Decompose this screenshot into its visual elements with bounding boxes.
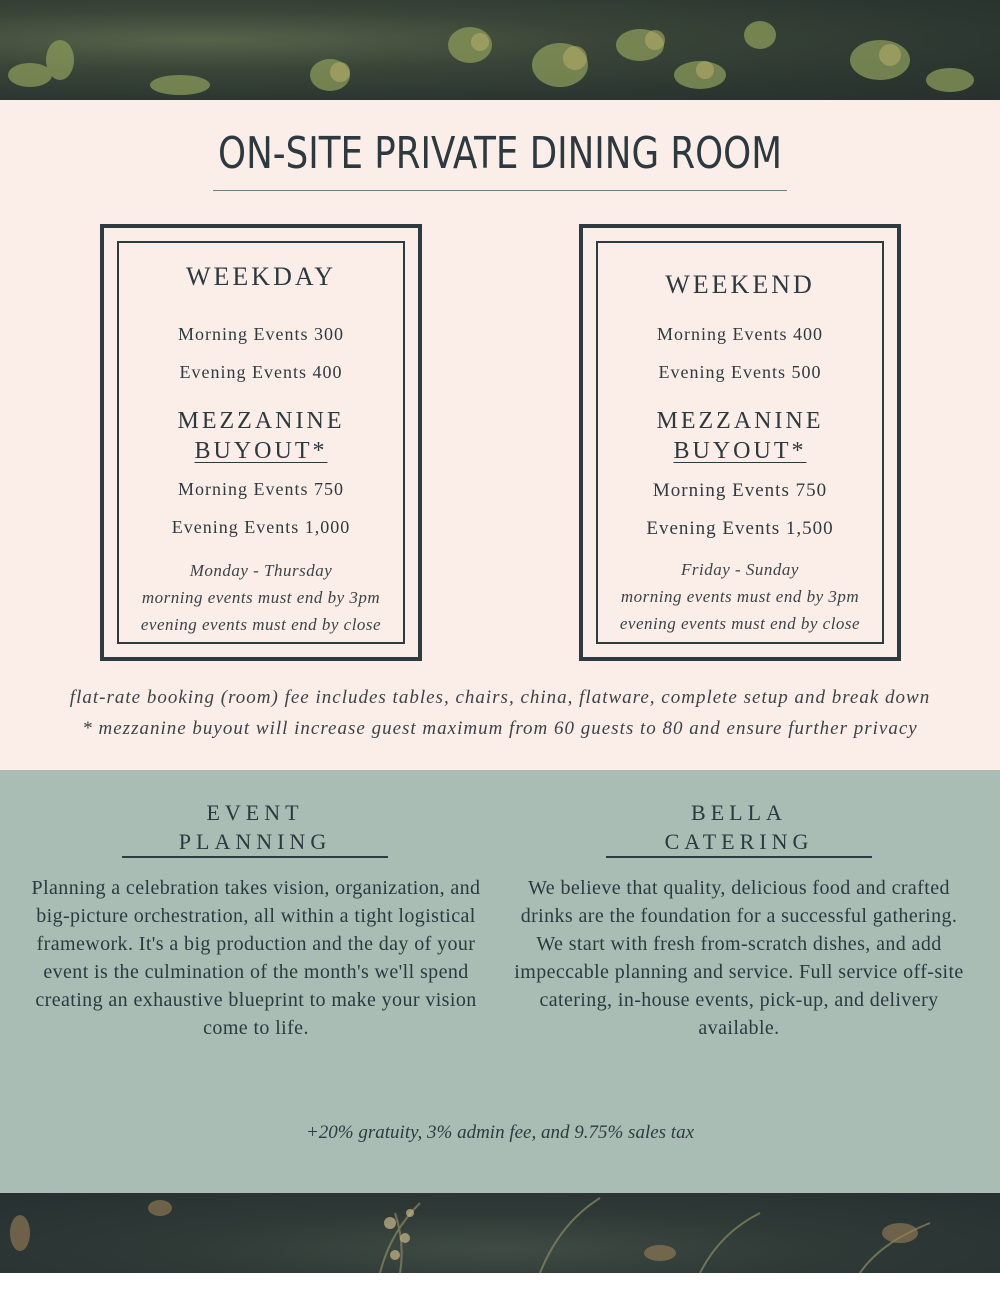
booking-fee-note: flat-rate booking (room) fee includes tables, chairs, china, flatware, complete setup and break down xyxy=(69,687,931,708)
weekday-pricing-card xyxy=(100,224,422,661)
bottom-foliage-banner xyxy=(0,1193,1000,1273)
floral-illustration xyxy=(0,1193,1000,1273)
weekend-note-evening: evening events must end by close xyxy=(619,614,861,633)
bella-catering-divider xyxy=(606,856,872,858)
weekday-days: Monday - Thursday xyxy=(189,561,333,580)
mezzanine-note: * mezzanine buyout will increase guest maximum from 60 guests to 80 and ensure further privacy xyxy=(82,718,918,739)
weekend-buyout-label: BUYOUT* xyxy=(673,438,807,464)
weekend-mezzanine-label: MEZZANINE xyxy=(656,408,824,434)
bella-catering-heading-line2: CATERING xyxy=(664,829,814,854)
weekend-morning-price: Morning Events 400 xyxy=(657,324,823,344)
weekday-evening-price: Evening Events 400 xyxy=(179,362,343,382)
weekend-days: Friday - Sunday xyxy=(681,560,799,579)
event-planning-heading xyxy=(122,798,388,856)
bella-catering-body: We believe that quality, delicious food and crafted drinks are the foundation for a successful gathering. We start with fresh from-scratch dishes, and add impeccable planning and service. Full service off-site catering, in-house events, pick-up, and delivery available. xyxy=(514,877,964,1039)
weekend-mezz-morning-price: Morning Events 750 xyxy=(652,480,828,501)
weekday-mezzanine-label: MEZZANINE xyxy=(177,408,345,434)
weekday-morning-price: Morning Events 300 xyxy=(178,324,344,344)
page-title: ON-SITE PRIVATE DINING ROOM xyxy=(218,128,782,179)
fees-footnote: +20% gratuity, 3% admin fee, and 9.75% sales tax xyxy=(305,1122,695,1143)
weekday-heading: WEEKDAY xyxy=(185,262,337,291)
weekday-mezz-morning-price: Morning Events 750 xyxy=(178,479,344,499)
title-divider xyxy=(213,190,787,191)
weekend-heading: WEEKEND xyxy=(665,270,815,299)
weekend-pricing-card xyxy=(579,224,901,661)
event-planning-heading-line1: EVENT xyxy=(206,800,304,825)
event-planning-body: Planning a celebration takes vision, organization, and big-picture orchestration, all within a tight logistical framework. It's a big production and the day of your event is the culmination of the month's we'll spend creating an exhaustive blueprint to make your vision come to life. xyxy=(31,877,481,1039)
weekend-evening-price: Evening Events 500 xyxy=(658,362,822,382)
bella-catering-heading-line1: BELLA xyxy=(691,800,787,825)
event-planning-divider xyxy=(122,856,388,858)
top-foliage-banner xyxy=(0,0,1000,100)
weekday-buyout-label: BUYOUT* xyxy=(194,438,328,464)
bella-catering-heading xyxy=(606,798,872,856)
weekday-note-evening: evening events must end by close xyxy=(140,615,382,634)
weekday-note-morning: morning events must end by 3pm xyxy=(141,588,381,607)
event-planning-heading-line2: PLANNING xyxy=(178,829,332,854)
foliage-illustration xyxy=(0,0,1000,100)
weekday-mezz-evening-price: Evening Events 1,000 xyxy=(171,517,351,537)
weekend-note-morning: morning events must end by 3pm xyxy=(620,587,860,606)
weekend-mezz-evening-price: Evening Events 1,500 xyxy=(646,518,834,539)
